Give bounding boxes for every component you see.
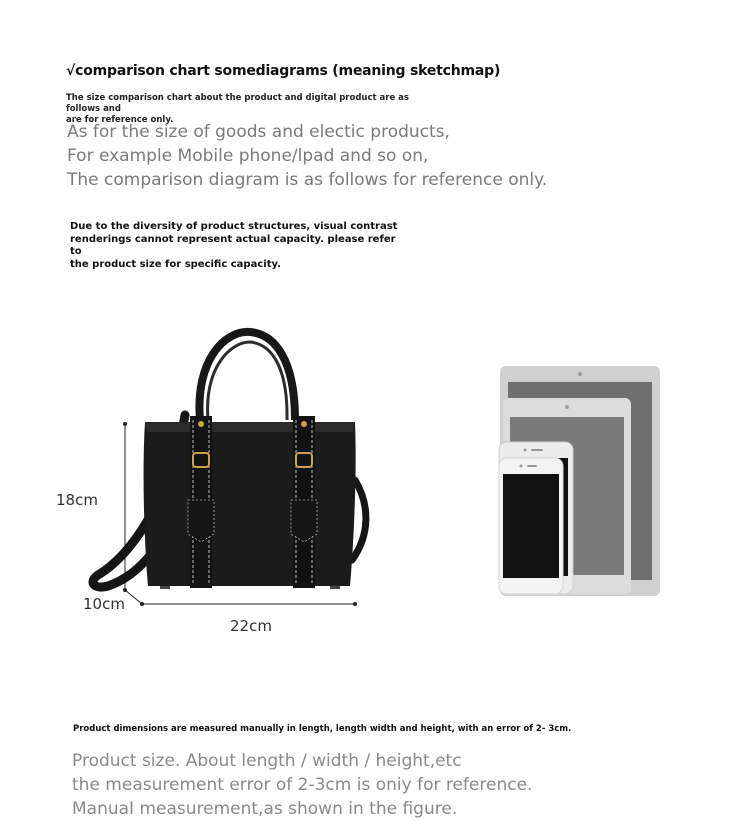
measurement-description: [72, 749, 532, 821]
disclaimer-line-2: renderings cannot represent actual capacity. please refer to: [70, 233, 396, 257]
handbag-illustration: [80, 320, 380, 620]
height-label: 18cm: [56, 491, 98, 509]
size-note-line-2: are for reference only.: [66, 115, 174, 125]
depth-dimension-line: [125, 590, 142, 604]
capacity-disclaimer: [70, 221, 400, 271]
size-note-line-1: The size comparison chart about the product and digital product are as follows and: [66, 93, 409, 114]
width-label: 22cm: [230, 617, 272, 635]
measurement-line-2: the measurement error of 2-3cm is oniy for reference.: [72, 775, 533, 795]
intro-line-2: For example Mobile phone/lpad and so on,: [67, 146, 429, 166]
intro-description: [67, 120, 547, 192]
intro-line-3: The comparison diagram is as follows for reference only.: [67, 170, 548, 190]
disclaimer-line-3: the product size for specific capacity.: [70, 258, 281, 270]
page-title: √comparison chart somediagrams (meaning sketchmap): [66, 63, 501, 79]
devices-illustration: [495, 362, 665, 602]
disclaimer-line-1: Due to the diversity of product structures, visual contrast: [70, 221, 398, 232]
depth-label: 10cm: [83, 595, 125, 613]
measurement-line-3: ManuaI measurement,as shown in the figure.: [72, 799, 458, 819]
bag-body: [144, 422, 356, 586]
intro-line-1: As for the size of goods and electic products,: [67, 122, 450, 142]
measurement-footnote: Product dimensions are measured manually in length, length width and height, with an error of 2- 3cm.: [73, 724, 572, 734]
measurement-line-1: Product size. About length / width / height,etc: [72, 751, 462, 771]
